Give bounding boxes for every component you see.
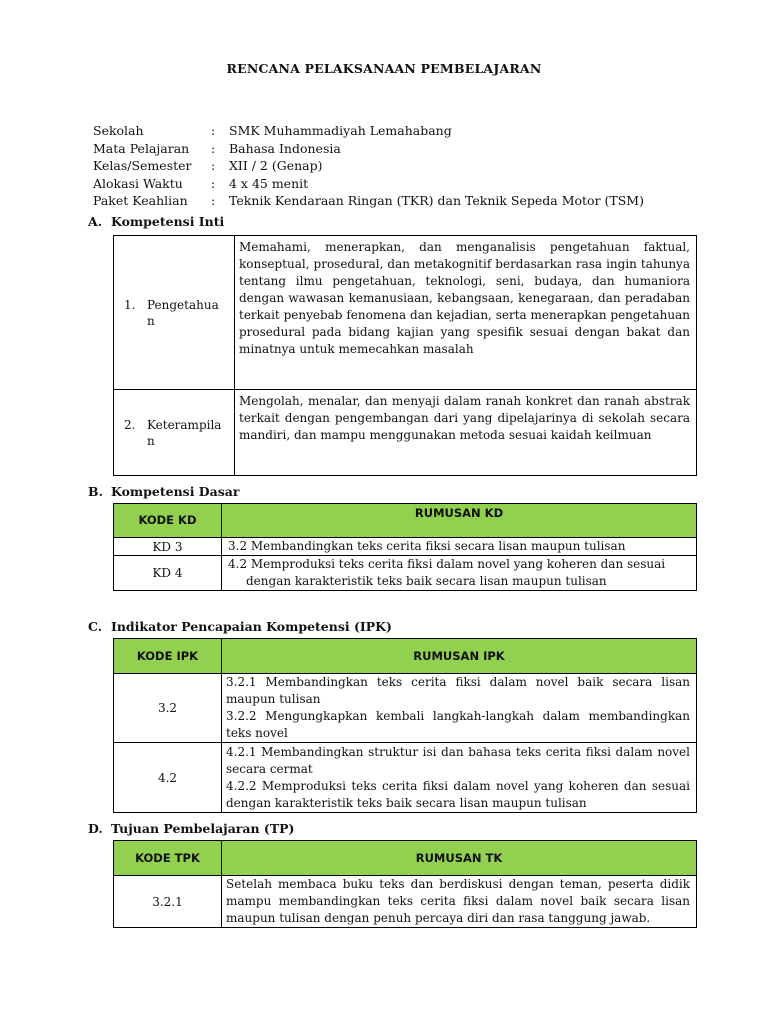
table-row — [114, 674, 697, 743]
kd-text: 4.2 Memproduksi teks cerita fiksi dalam novel yang koheren dan sesuai — [228, 557, 666, 571]
identity-value: XII / 2 (Genap) — [229, 158, 323, 173]
section-letter: C. — [88, 619, 103, 634]
identity-label: Kelas/Semester — [93, 158, 192, 173]
identity-value: SMK Muhammadiyah Lemahabang — [229, 123, 452, 138]
identity-colon: : — [211, 193, 216, 208]
section-title: Indikator Pencapaian Kompetensi (IPK) — [111, 619, 392, 634]
tp-code: 3.2.1 — [114, 876, 222, 928]
table-row — [114, 743, 697, 813]
table-row — [114, 236, 697, 390]
tp-text: Setelah membaca buku teks dan berdiskusi dengan teman, peserta didik mampu membandingkan teks cerita fiksi dalam novel baik secara lisan maupun tulisan dengan penuh percaya diri dan rasa tanggung jawab. — [222, 876, 697, 928]
kd-text: 3.2 Membandingkan teks cerita fiksi secara lisan maupun tulisan — [222, 538, 697, 556]
ki-description: Mengolah, menalar, dan menyaji dalam ranah konkret dan ranah abstrak terkait dengan pengembangan dari yang dipelajarinya di sekolah secara mandiri, dan mampu menggunakan metoda sesuai kaidah keilmuan — [235, 390, 697, 476]
ipk-code: 4.2 — [114, 743, 222, 813]
kd-code: KD 3 — [114, 538, 222, 556]
ipk-item: 4.2.1 Membandingkan struktur isi dan bahasa teks cerita fiksi dalam novel secara cermat — [226, 744, 690, 776]
identity-colon: : — [211, 123, 216, 138]
ipk-table — [113, 638, 697, 813]
table-row — [114, 390, 697, 476]
column-header-code: KODE KD — [114, 504, 222, 538]
ipk-items — [222, 674, 697, 743]
document-title: RENCANA PELAKSANAAN PEMBELAJARAN — [226, 61, 542, 76]
ki-number: 2. — [124, 417, 136, 432]
identity-label: Sekolah — [93, 123, 144, 138]
identity-colon: : — [211, 140, 216, 156]
identity-row-paket — [93, 192, 644, 210]
ipk-code: 3.2 — [114, 674, 222, 743]
identity-value: Teknik Kendaraan Ringan (TKR) dan Teknik Sepeda Motor (TSM) — [229, 193, 644, 208]
table-row — [114, 876, 697, 928]
section-letter: B. — [88, 484, 103, 499]
ipk-items — [222, 743, 697, 813]
section-letter: A. — [88, 214, 103, 229]
table-header-row — [114, 841, 697, 876]
table-header-row — [114, 639, 697, 674]
kompetensi-inti-table — [113, 235, 697, 476]
column-header-code: KODE TPK — [114, 841, 222, 876]
kd-text-continuation: dengan karakteristik teks baik secara lisan maupun tulisan — [246, 574, 607, 588]
identity-label: Paket Keahlian — [93, 193, 188, 208]
table-header-row — [114, 504, 697, 538]
column-header-code: KODE IPK — [114, 639, 222, 674]
ipk-item: 4.2.2 Memproduksi teks cerita fiksi dalam novel yang koheren dan sesuai dengan karakteristik teks baik secara lisan maupun tulisan — [226, 778, 690, 810]
section-letter: D. — [88, 821, 103, 836]
column-header-body: RUMUSAN KD — [222, 504, 697, 538]
identity-label: Mata Pelajaran — [93, 140, 190, 156]
identity-row-mapel — [93, 140, 644, 158]
column-header-body: RUMUSAN TK — [222, 841, 697, 876]
ki-label: Keterampilan — [147, 417, 222, 448]
identity-colon: : — [211, 158, 216, 173]
ki-label-cell — [114, 390, 235, 476]
ki-number: 1. — [124, 297, 136, 312]
tujuan-pembelajaran-table — [113, 840, 697, 928]
section-heading-c — [88, 619, 392, 634]
ki-description: Memahami, menerapkan, dan menganalisis pengetahuan faktual, konseptual, prosedural, dan metakognitif berdasarkan rasa ingin tahunya tentang ilmu pengetahuan, teknologi, seni, budaya, dan humaniora dengan wawasan kemanusiaan, kebangsaan, kenegaraan, dan peradaban terkait penyebab fenomena dan kejadian, serta menerapkan pengetahuan prosedural pada bidang kajian yang spesifik sesuai dengan bakat dan minatnya untuk memecahkan masalah — [235, 236, 697, 390]
identity-label: Alokasi Waktu — [93, 175, 183, 191]
identity-value: Bahasa Indonesia — [229, 140, 341, 156]
section-title: Kompetensi Inti — [111, 214, 225, 229]
section-heading-d — [88, 821, 294, 836]
identity-row-kelas — [93, 157, 644, 175]
ki-label-cell — [114, 236, 235, 390]
section-title: Kompetensi Dasar — [111, 484, 240, 499]
ipk-item: 3.2.1 Membandingkan teks cerita fiksi dalam novel baik secara lisan maupun tulisan — [226, 675, 690, 706]
kompetensi-dasar-table — [113, 503, 697, 591]
table-row — [114, 556, 697, 591]
section-title: Tujuan Pembelajaran (TP) — [111, 821, 295, 836]
identity-row-alokasi — [93, 175, 644, 193]
section-heading-a — [88, 214, 224, 229]
column-header-body: RUMUSAN IPK — [222, 639, 697, 674]
kd-text-cell — [222, 556, 697, 591]
identity-row-sekolah — [93, 122, 644, 140]
identity-block — [93, 122, 644, 210]
identity-colon: : — [211, 175, 216, 191]
identity-value: 4 x 45 menit — [229, 175, 309, 191]
table-row — [114, 538, 697, 556]
section-heading-b — [88, 484, 239, 499]
ki-label: Pengetahuan — [147, 297, 219, 328]
kd-code: KD 4 — [114, 556, 222, 591]
ipk-item: 3.2.2 Mengungkapkan kembali langkah-langkah dalam membandingkan teks novel — [226, 709, 690, 740]
